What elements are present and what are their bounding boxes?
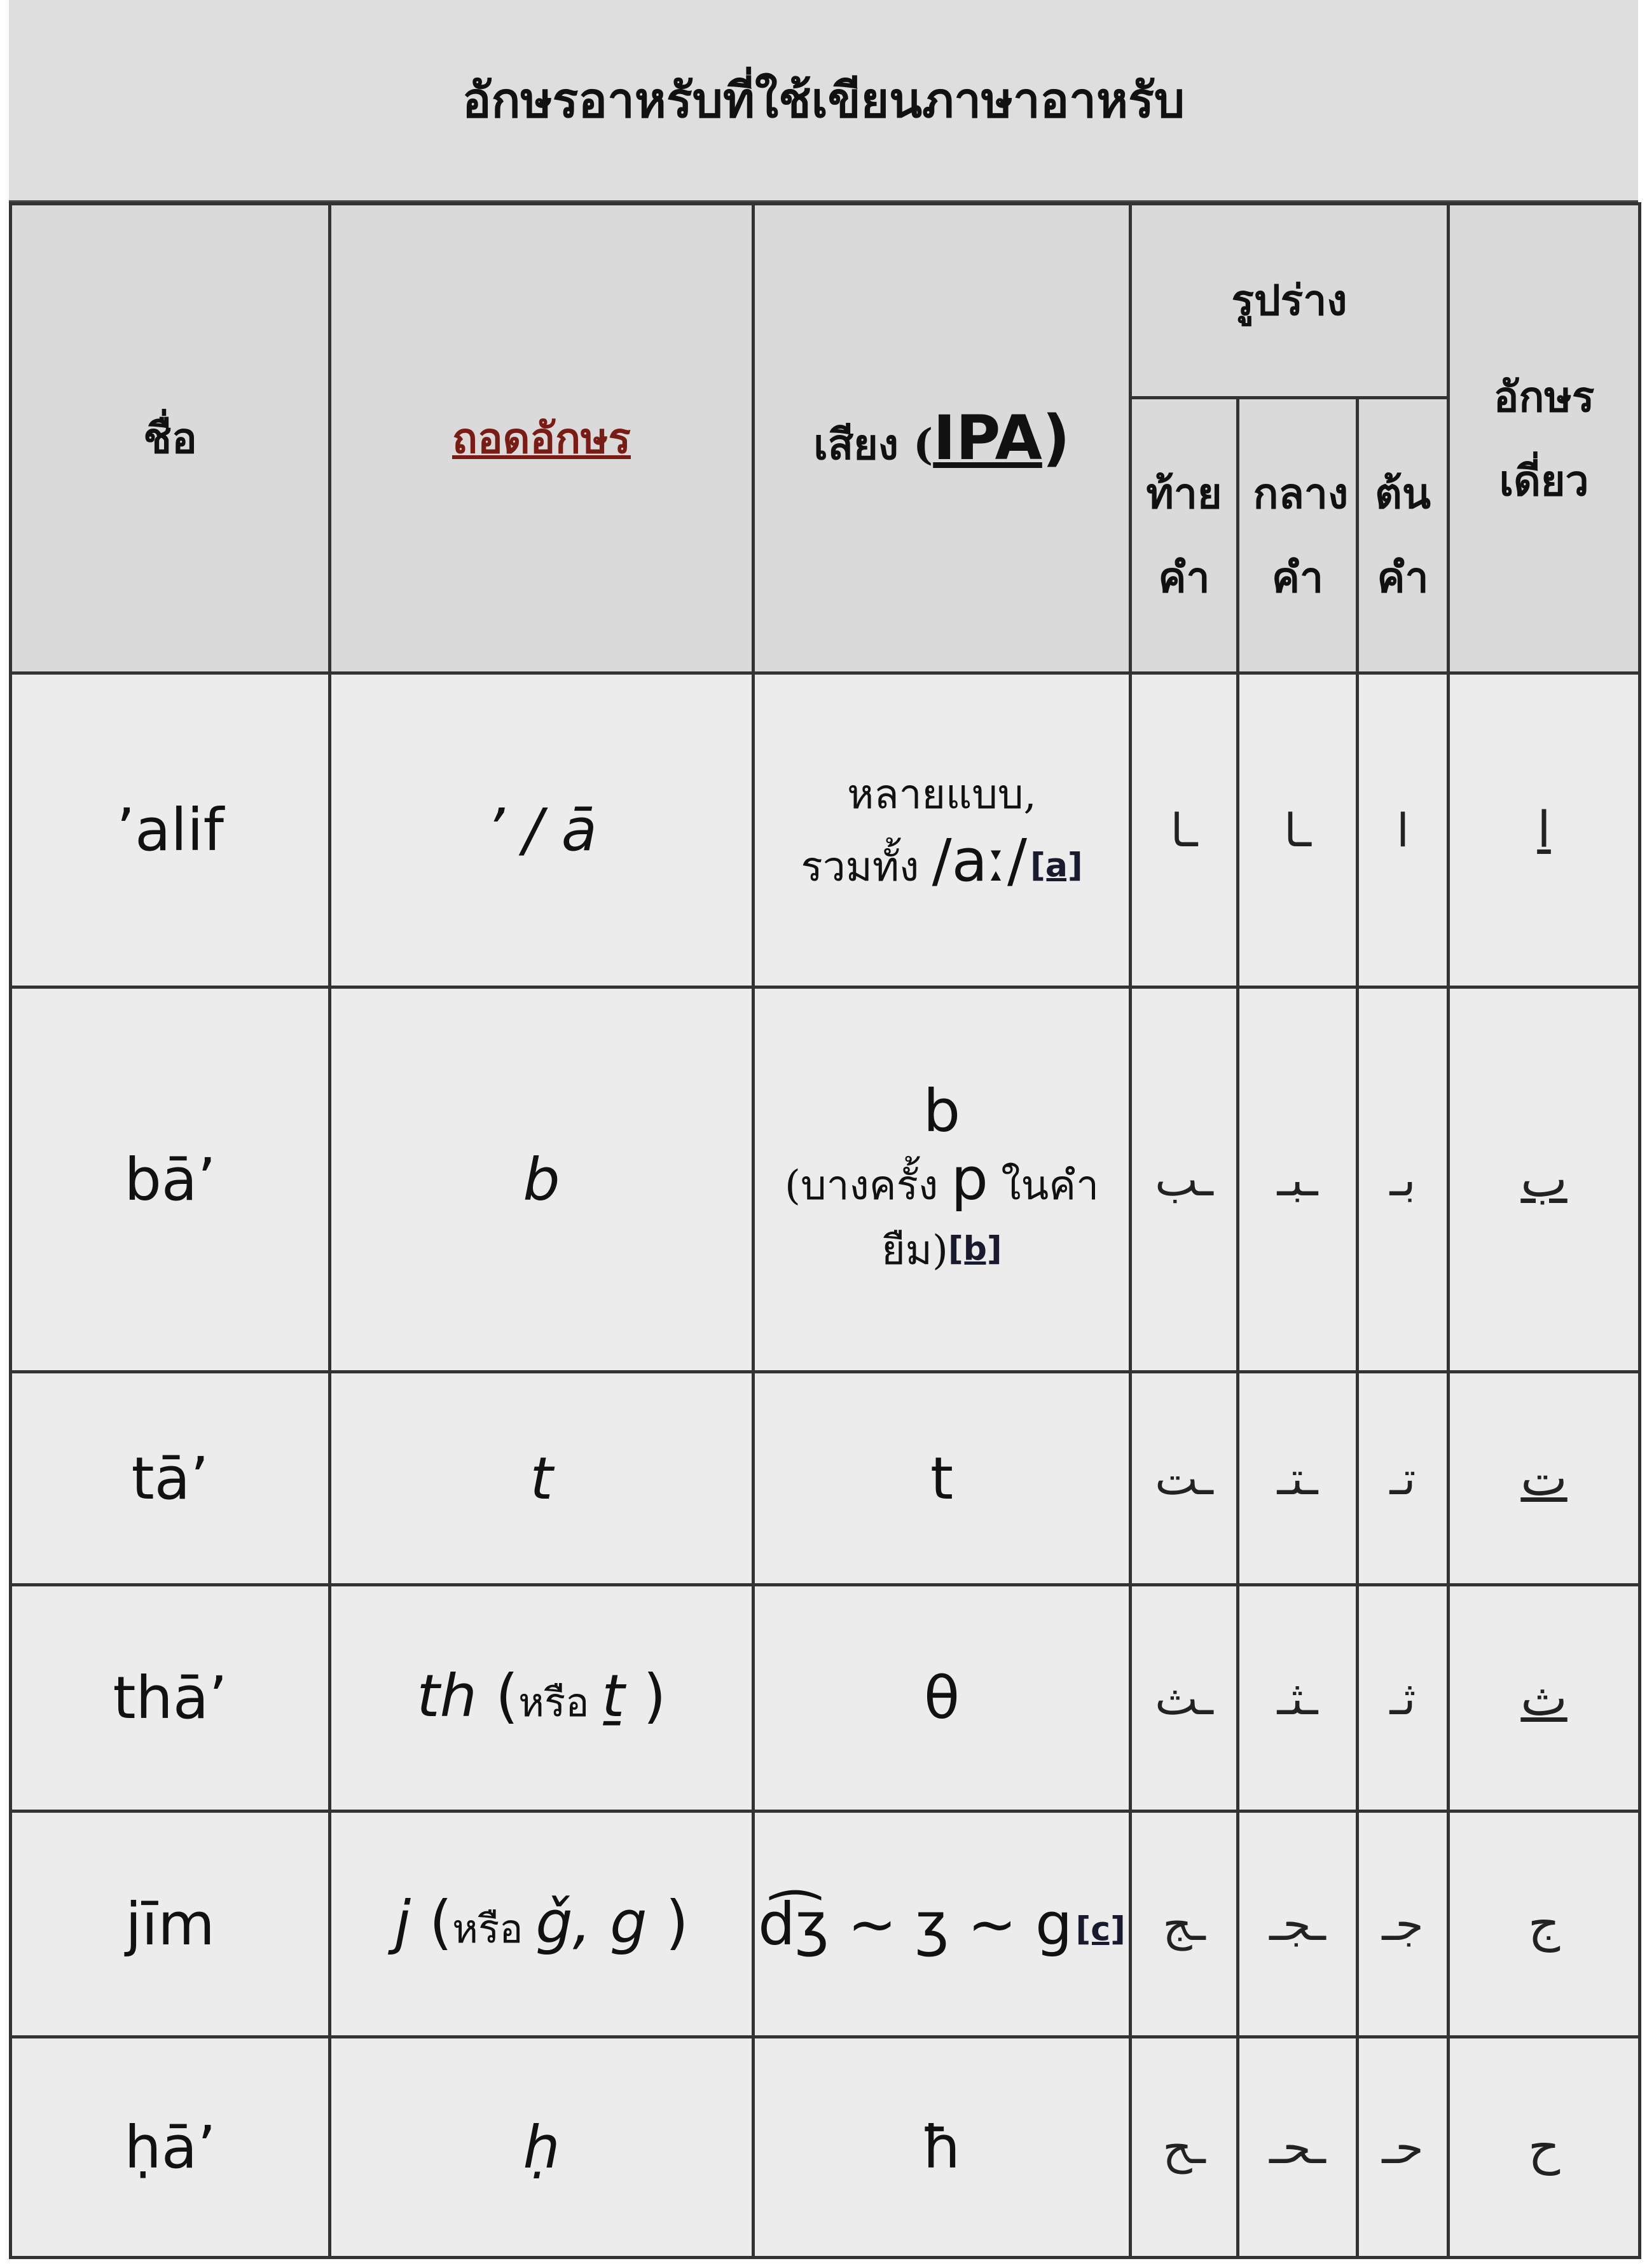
note-link[interactable]: [a] (1030, 846, 1083, 885)
note-link[interactable]: [b] (948, 1230, 1002, 1268)
table-row (11, 1585, 1640, 1811)
letter-name: ḥā’ (11, 2037, 330, 2258)
header-sound: เสียง (IPA) (754, 204, 1131, 673)
form-medial: ـا (1238, 673, 1358, 987)
letter-sound: t (754, 1372, 1131, 1585)
form-medial: ـبـ (1238, 987, 1358, 1372)
table-row (11, 673, 1640, 987)
letter-name: tā’ (11, 1372, 330, 1585)
header-transliteration[interactable] (330, 204, 754, 673)
header-initial: ต้น คำ (1358, 398, 1449, 673)
letter-name: bā’ (11, 987, 330, 1372)
letter-sound: θ (754, 1585, 1131, 1811)
letter-transliteration: ḥ (330, 2037, 754, 2258)
form-initial: حـ (1358, 2037, 1449, 2258)
form-isolated-link[interactable]: ت (1449, 1372, 1640, 1585)
header-isolated: อักษร เดี่ยว (1449, 204, 1640, 673)
arabic-letters-table (9, 202, 1641, 2259)
form-final: ـث (1131, 1585, 1238, 1811)
letter-name: thā’ (11, 1585, 330, 1811)
header-forms: รูปร่าง (1131, 204, 1449, 398)
form-medial: ـثـ (1238, 1585, 1358, 1811)
letter-transliteration: b (330, 987, 754, 1372)
form-final: ـج (1131, 1811, 1238, 2037)
letter-name: jīm (11, 1811, 330, 2037)
form-isolated-link[interactable]: ب (1449, 987, 1640, 1372)
form-initial: جـ (1358, 1811, 1449, 2037)
header-final: ท้าย คำ (1131, 398, 1238, 673)
form-medial: ـحـ (1238, 2037, 1358, 2258)
letter-transliteration: ’ / ā (330, 673, 754, 987)
letter-sound: b (บางครั้ง p ในคำ ยืม)[b] (754, 987, 1131, 1372)
form-initial: ا (1358, 673, 1449, 987)
form-initial: ثـ (1358, 1585, 1449, 1811)
letter-transliteration: th (หรือ ṯ ) (330, 1585, 754, 1811)
table-row (11, 1372, 1640, 1585)
form-final: ـب (1131, 987, 1238, 1372)
letter-transliteration: t (330, 1372, 754, 1585)
table-row (11, 1811, 1640, 2037)
letter-sound: ħ (754, 2037, 1131, 2258)
table-title-bar (9, 0, 1638, 202)
transliteration-link[interactable]: ถอดอักษร (451, 413, 631, 463)
form-final: ـت (1131, 1372, 1238, 1585)
table-row (11, 2037, 1640, 2258)
table-row (11, 987, 1640, 1372)
table-title: อักษรอาหรับที่ใช้เขียนภาษาอาหรับ (462, 71, 1185, 128)
form-isolated-link[interactable]: ج (1449, 1811, 1640, 2037)
form-isolated-link[interactable]: ح (1449, 2037, 1640, 2258)
form-isolated-link[interactable]: ا (1449, 673, 1640, 987)
letter-sound: หลายแบบ, รวมทั้ง /aː/ [a] (754, 673, 1131, 987)
form-isolated-link[interactable]: ث (1449, 1585, 1640, 1811)
form-medial: ـجـ (1238, 1811, 1358, 2037)
form-initial: تـ (1358, 1372, 1449, 1585)
letter-name: ’alif (11, 673, 330, 987)
note-link[interactable]: [c] (1075, 1910, 1126, 1949)
form-final: ـح (1131, 2037, 1238, 2258)
ipa-link[interactable]: IPA (933, 402, 1042, 474)
letter-transliteration: j (หรือ ǧ, g ) (330, 1811, 754, 2037)
form-initial: بـ (1358, 987, 1449, 1372)
form-medial: ـتـ (1238, 1372, 1358, 1585)
header-name: ชื่อ (11, 204, 330, 673)
header-medial: กลาง คำ (1238, 398, 1358, 673)
form-final: ـا (1131, 673, 1238, 987)
letter-sound: d͡ʒ ~ ʒ ~ g [c] (754, 1811, 1131, 2037)
